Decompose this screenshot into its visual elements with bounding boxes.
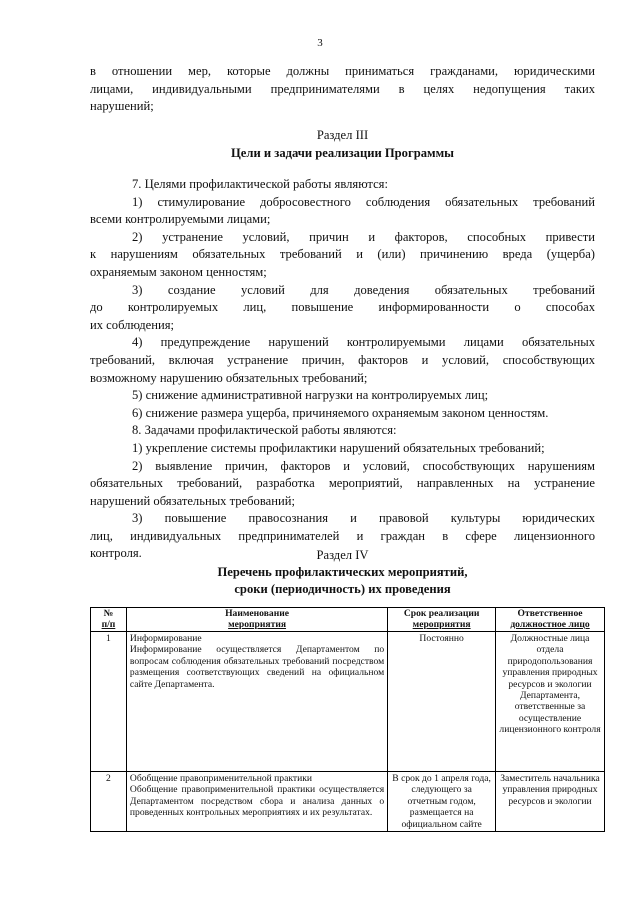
row-name <box>126 632 387 772</box>
intro-line-last: нарушений; <box>90 99 154 114</box>
goal-line: 1) стимулирование добросовестного соблюдения обязательных требований <box>132 194 595 209</box>
row-term: В срок до 1 апреля года, следующего за отчетным годом, размещается на официальном сайте <box>388 772 496 832</box>
header-num-line2: п/п <box>101 618 116 630</box>
goals-intro: 7. Целями профилактической работы являются: <box>132 177 388 191</box>
row-name-title: Обобщение правоприменительной практики <box>129 773 312 784</box>
goal-line: 2) устранение условий, причин и факторов, способных привести <box>132 229 595 244</box>
goal-line-last: 6) снижение размера ущерба, причиняемого охраняемым законом ценностям. <box>132 405 549 420</box>
page-number: 3 <box>317 37 323 49</box>
goal-line: к нарушениям обязательных требований и (или) причинению вреда (ущерба) <box>90 247 595 262</box>
row-name <box>126 772 387 832</box>
header-name <box>126 608 387 632</box>
intro-line: в отношении мер, которые должны приниматься гражданами, юридическими <box>90 64 595 78</box>
intro-line: лицами, индивидуальными предпринимателями в целях недопущения таких <box>90 81 595 96</box>
section-4-heading: Раздел IV <box>316 548 369 562</box>
header-resp-line1: Ответственное <box>517 608 583 619</box>
header-resp-line2: должностное лицо <box>510 618 590 630</box>
goal-line: 4) предупреждение нарушений контролируемыми лицами обязательных <box>132 335 595 350</box>
goal-line-last: их соблюдения; <box>90 317 174 332</box>
goal-line-last: охраняемым законом ценностям; <box>90 264 267 279</box>
intro-paragraph <box>90 63 595 116</box>
header-resp <box>496 608 605 632</box>
goal-line: до контролируемых лиц, повышение информированности о способах <box>90 300 595 315</box>
goal-line-last: 5) снижение административной нагрузки на контролируемых лиц; <box>132 388 489 403</box>
measures-table <box>90 607 605 832</box>
section-3-heading: Раздел III <box>316 128 369 142</box>
tasks-intro: 8. Задачами профилактической работы являются: <box>132 423 397 438</box>
task-line: лиц, индивидуальных предпринимателей и граждан в сфере лицензионного <box>90 528 595 543</box>
header-num <box>91 608 127 632</box>
row-resp: Должностные лица отдела природопользования управления природных ресурсов и экологии Департамента, ответственные за осуществление лицензионного контроля <box>496 632 605 772</box>
section-4-title-line2: сроки (периодичность) их проведения <box>234 582 451 596</box>
table-header-row <box>91 608 605 632</box>
row-resp: Заместитель начальника управления природных ресурсов и экологии <box>496 772 605 832</box>
row-term: Постоянно <box>388 632 496 772</box>
goals-block <box>90 176 595 563</box>
row-num: 2 <box>91 772 127 832</box>
table-row <box>91 632 605 772</box>
task-line-last: 1) укрепление системы профилактики нарушений обязательных требований; <box>132 440 545 455</box>
header-num-line1: № <box>103 608 114 619</box>
goal-line-last: всеми контролируемыми лицами; <box>90 212 271 227</box>
header-name-line2: мероприятия <box>228 618 287 630</box>
row-name-body: Информирование осуществляется Департаментом по вопросам соблюдения обязательных требований посредством размещения соответствующих сведений на официальном сайте Департамента. <box>129 644 385 690</box>
goal-line: 3) создание условий для доведения обязательных требований <box>132 282 595 297</box>
header-term-line2: мероприятия <box>412 618 471 630</box>
goal-line-last: возможному нарушению обязательных требований; <box>90 370 368 385</box>
task-line: 3) повышение правосознания и правовой культуры юридических <box>132 511 595 526</box>
header-term <box>388 608 496 632</box>
goal-line: требований, включая устранение причин, факторов и условий, способствующих <box>90 352 595 367</box>
task-line-last: нарушений обязательных требований; <box>90 493 295 508</box>
header-name-line1: Наименование <box>225 608 290 619</box>
task-line-last: контроля. <box>90 546 142 561</box>
row-num: 1 <box>91 632 127 772</box>
row-name-title: Информирование <box>129 633 202 644</box>
task-line: обязательных требований, разработка мероприятий, направленных на устранение <box>90 476 595 491</box>
table-row <box>91 772 605 832</box>
section-4-title-line1: Перечень профилактических мероприятий, <box>217 565 468 579</box>
section-3-title: Цели и задачи реализации Программы <box>231 146 454 160</box>
row-name-body: Обобщение правоприменительной практики осуществляется Департаментом посредством сбора и анализа данных о проведенных контрольных мероприятиях и их результатах. <box>129 784 385 819</box>
task-line: 2) выявление причин, факторов и условий, способствующих нарушениям <box>132 458 595 473</box>
header-term-line1: Срок реализации <box>403 608 480 619</box>
